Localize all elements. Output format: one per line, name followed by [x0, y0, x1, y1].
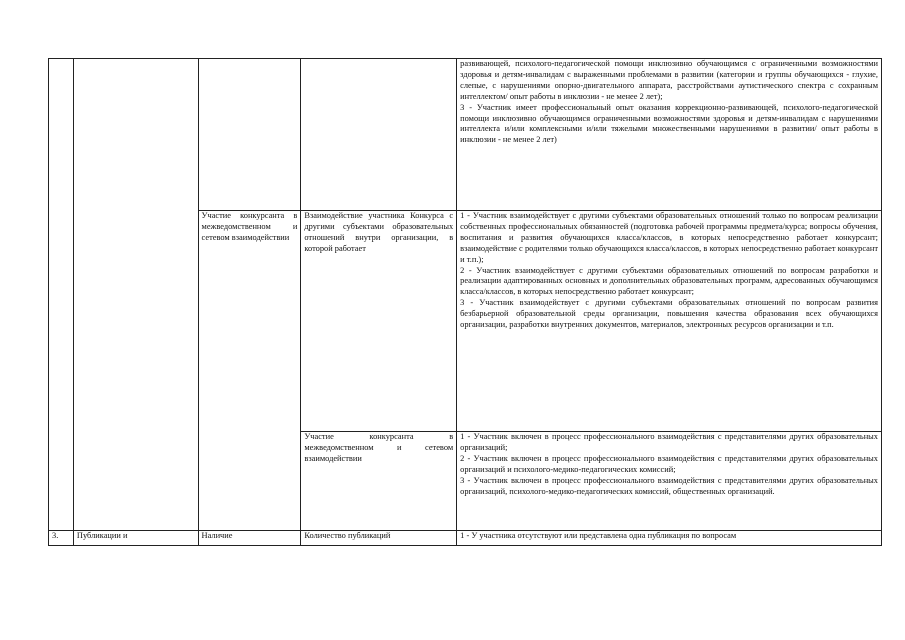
levels-cell	[457, 211, 882, 432]
level-text: развивающей, психолого-педагогической помощи инклюзивно обучающимся с ограниченными возможностями здоровья и детям-инвалидам с выраженными проблемами в развитии (категории и группы обучающихся - глухие, слепые, с нарушениями опорно-двигательного аппарата, расстройствами аутистического спектра с сохранным интеллектом/ опыт работы в инклюзии - не менее 2 лет);	[460, 59, 878, 101]
levels-cell	[457, 531, 882, 546]
level-text: 1 - У участника отсутствуют или представлена одна публикация по вопросам	[460, 531, 737, 540]
levels-cell	[457, 59, 882, 211]
section-name: Публикации и	[76, 531, 128, 540]
level-text: 3 - Участник имеет профессиональный опыт оказания коррекционно-развивающей, психолого-педагогической помощи инклюзивно обучающимся ограниченными возможностями здоровья и детям-инвалидам с нарушениями интеллекта и/или комплексными и/или тяжелыми множественными нарушениями в развитии/ опыт работы в инклюзии - не менее 2 лет)	[460, 102, 878, 145]
indicator-cell	[301, 432, 457, 531]
criterion-cell	[198, 531, 301, 546]
level-text: 2 - Участник включен в процесс профессионального взаимодействия с представителями других образовательных организаций и психолого-медико-педагогических комиссий;	[460, 453, 878, 474]
level-text: 3 - Участник включен в процесс профессионального взаимодействия с представителями других образовательных организаций, психолого-медико-педагогических комиссий, общественных организаций.	[460, 475, 878, 496]
row-number: 3.	[52, 531, 59, 540]
indicator-cell	[301, 531, 457, 546]
indicator-text: Взаимодействие участника Конкурса с другими субъектами образовательных отношений внутри организации, в которой работает	[304, 211, 454, 253]
level-text: 3 - Участник взаимодействует с другими субъектами образовательных отношений по вопросам развития безбарьерной образовательной среды организации, повышения качества образования всех обучающихся организации, разработки внутренних документов, материалов, электронных ресурсов организации и т.п.	[460, 298, 878, 330]
table-row	[49, 531, 882, 546]
level-text: 2 - Участник взаимодействует с другими субъектами образовательных отношений по вопросам разработки и реализации адаптированных основных и дополнительных образовательных программ, адресованных обучающимся класса/классов, в которых непосредственно работает конкурсант;	[460, 265, 878, 297]
row-number-cell	[49, 531, 74, 546]
criteria-table	[48, 58, 882, 546]
section-name-cell	[73, 531, 198, 546]
indicator-cell	[301, 59, 457, 211]
criterion-text: Наличие	[201, 531, 233, 540]
row-number-cell	[49, 59, 74, 531]
criterion-text: Участие конкурсанта в межведомственном и сетевом взаимодействии	[201, 211, 298, 242]
criterion-cell	[198, 211, 301, 531]
level-text: 1 - Участник взаимодействует с другими субъектами образовательных отношений только по вопросам реализации собственных профессиональных обязанностей (подготовка рабочей программы предмета/курса; вопросы обучения, воспитания и развития обучающихся класса/классов, в которых непосредственно работает конкурсант; взаимодействие с родителями только обучающихся класса/классов, в которых непосредственно работает конкурсант и т.п.);	[460, 211, 878, 264]
indicator-text: Участие конкурсанта в межведомственном и сетевом взаимодействии	[304, 432, 454, 463]
level-text: 1 - Участник включен в процесс профессионального взаимодействия с представителями других образовательных организаций;	[460, 432, 878, 452]
criterion-cell	[198, 59, 301, 211]
table-row	[49, 59, 882, 211]
indicator-cell	[301, 211, 457, 432]
levels-cell	[457, 432, 882, 531]
section-name-cell	[73, 59, 198, 531]
indicator-text: Количество публикаций	[304, 531, 391, 540]
